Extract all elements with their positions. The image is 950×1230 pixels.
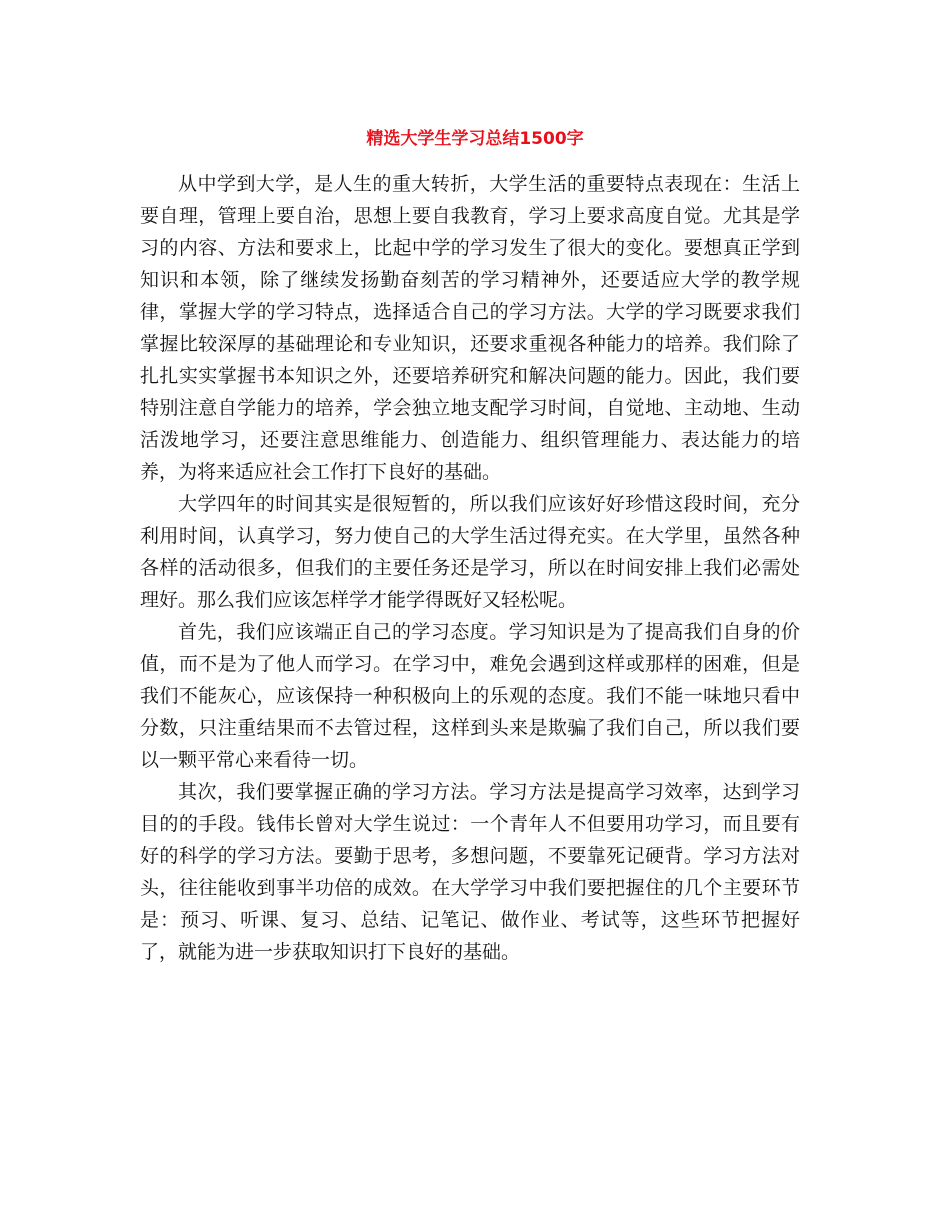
document-body <box>140 168 800 968</box>
paragraph-4: 其次，我们要掌握正确的学习方法。学习方法是提高学习效率，达到学习目的的手段。钱伟长曾对大学生说过：一个青年人不但要用功学习，而且要有好的科学的学习方法。要勤于思考，多想问题，不要靠死记硬背。学习方法对头，往往能收到事半功倍的成效。在大学学习中我们要把握住的几个主要环节是：预习、听课、复习、总结、记笔记、做作业、考试等，这些环节把握好了，就能为进一步获取知识打下良好的基础。 <box>140 781 800 963</box>
paragraph-1: 从中学到大学，是人生的重大转折，大学生活的重要特点表现在：生活上要自理，管理上要自治，思想上要自我教育，学习上要求高度自觉。尤其是学习的内容、方法和要求上，比起中学的学习发生了很大的变化。要想真正学到知识和本领，除了继续发扬勤奋刻苦的学习精神外，还要适应大学的教学规律，掌握大学的学习特点，选择适合自己的学习方法。大学的学习既要求我们掌握比较深厚的基础理论和专业知识，还要求重视各种能力的培养。我们除了扎扎实实掌握书本知识之外，还要培养研究和解决问题的能力。因此，我们要特别注意自学能力的培养，学会独立地支配学习时间，自觉地、主动地、生动活泼地学习，还要注意思维能力、创造能力、组织管理能力、表达能力的培养，为将来适应社会工作打下良好的基础。 <box>140 173 800 483</box>
paragraph-2: 大学四年的时间其实是很短暂的，所以我们应该好好珍惜这段时间，充分利用时间，认真学习，努力使自己的大学生活过得充实。在大学里，虽然各种各样的活动很多，但我们的主要任务还是学习，所以在时间安排上我们必需处理好。那么我们应该怎样学才能学得既好又轻松呢。 <box>140 493 800 611</box>
paragraph-3: 首先，我们应该端正自己的学习态度。学习知识是为了提高我们自身的价值，而不是为了他人而学习。在学习中，难免会遇到这样或那样的困难，但是我们不能灰心，应该保持一种积极向上的乐观的态度。我们不能一味地只看中分数，只注重结果而不去管过程，这样到头来是欺骗了我们自己，所以我们要以一颗平常心来看待一切。 <box>140 621 800 771</box>
document-title: 精选大学生学习总结1500字 <box>366 129 584 149</box>
